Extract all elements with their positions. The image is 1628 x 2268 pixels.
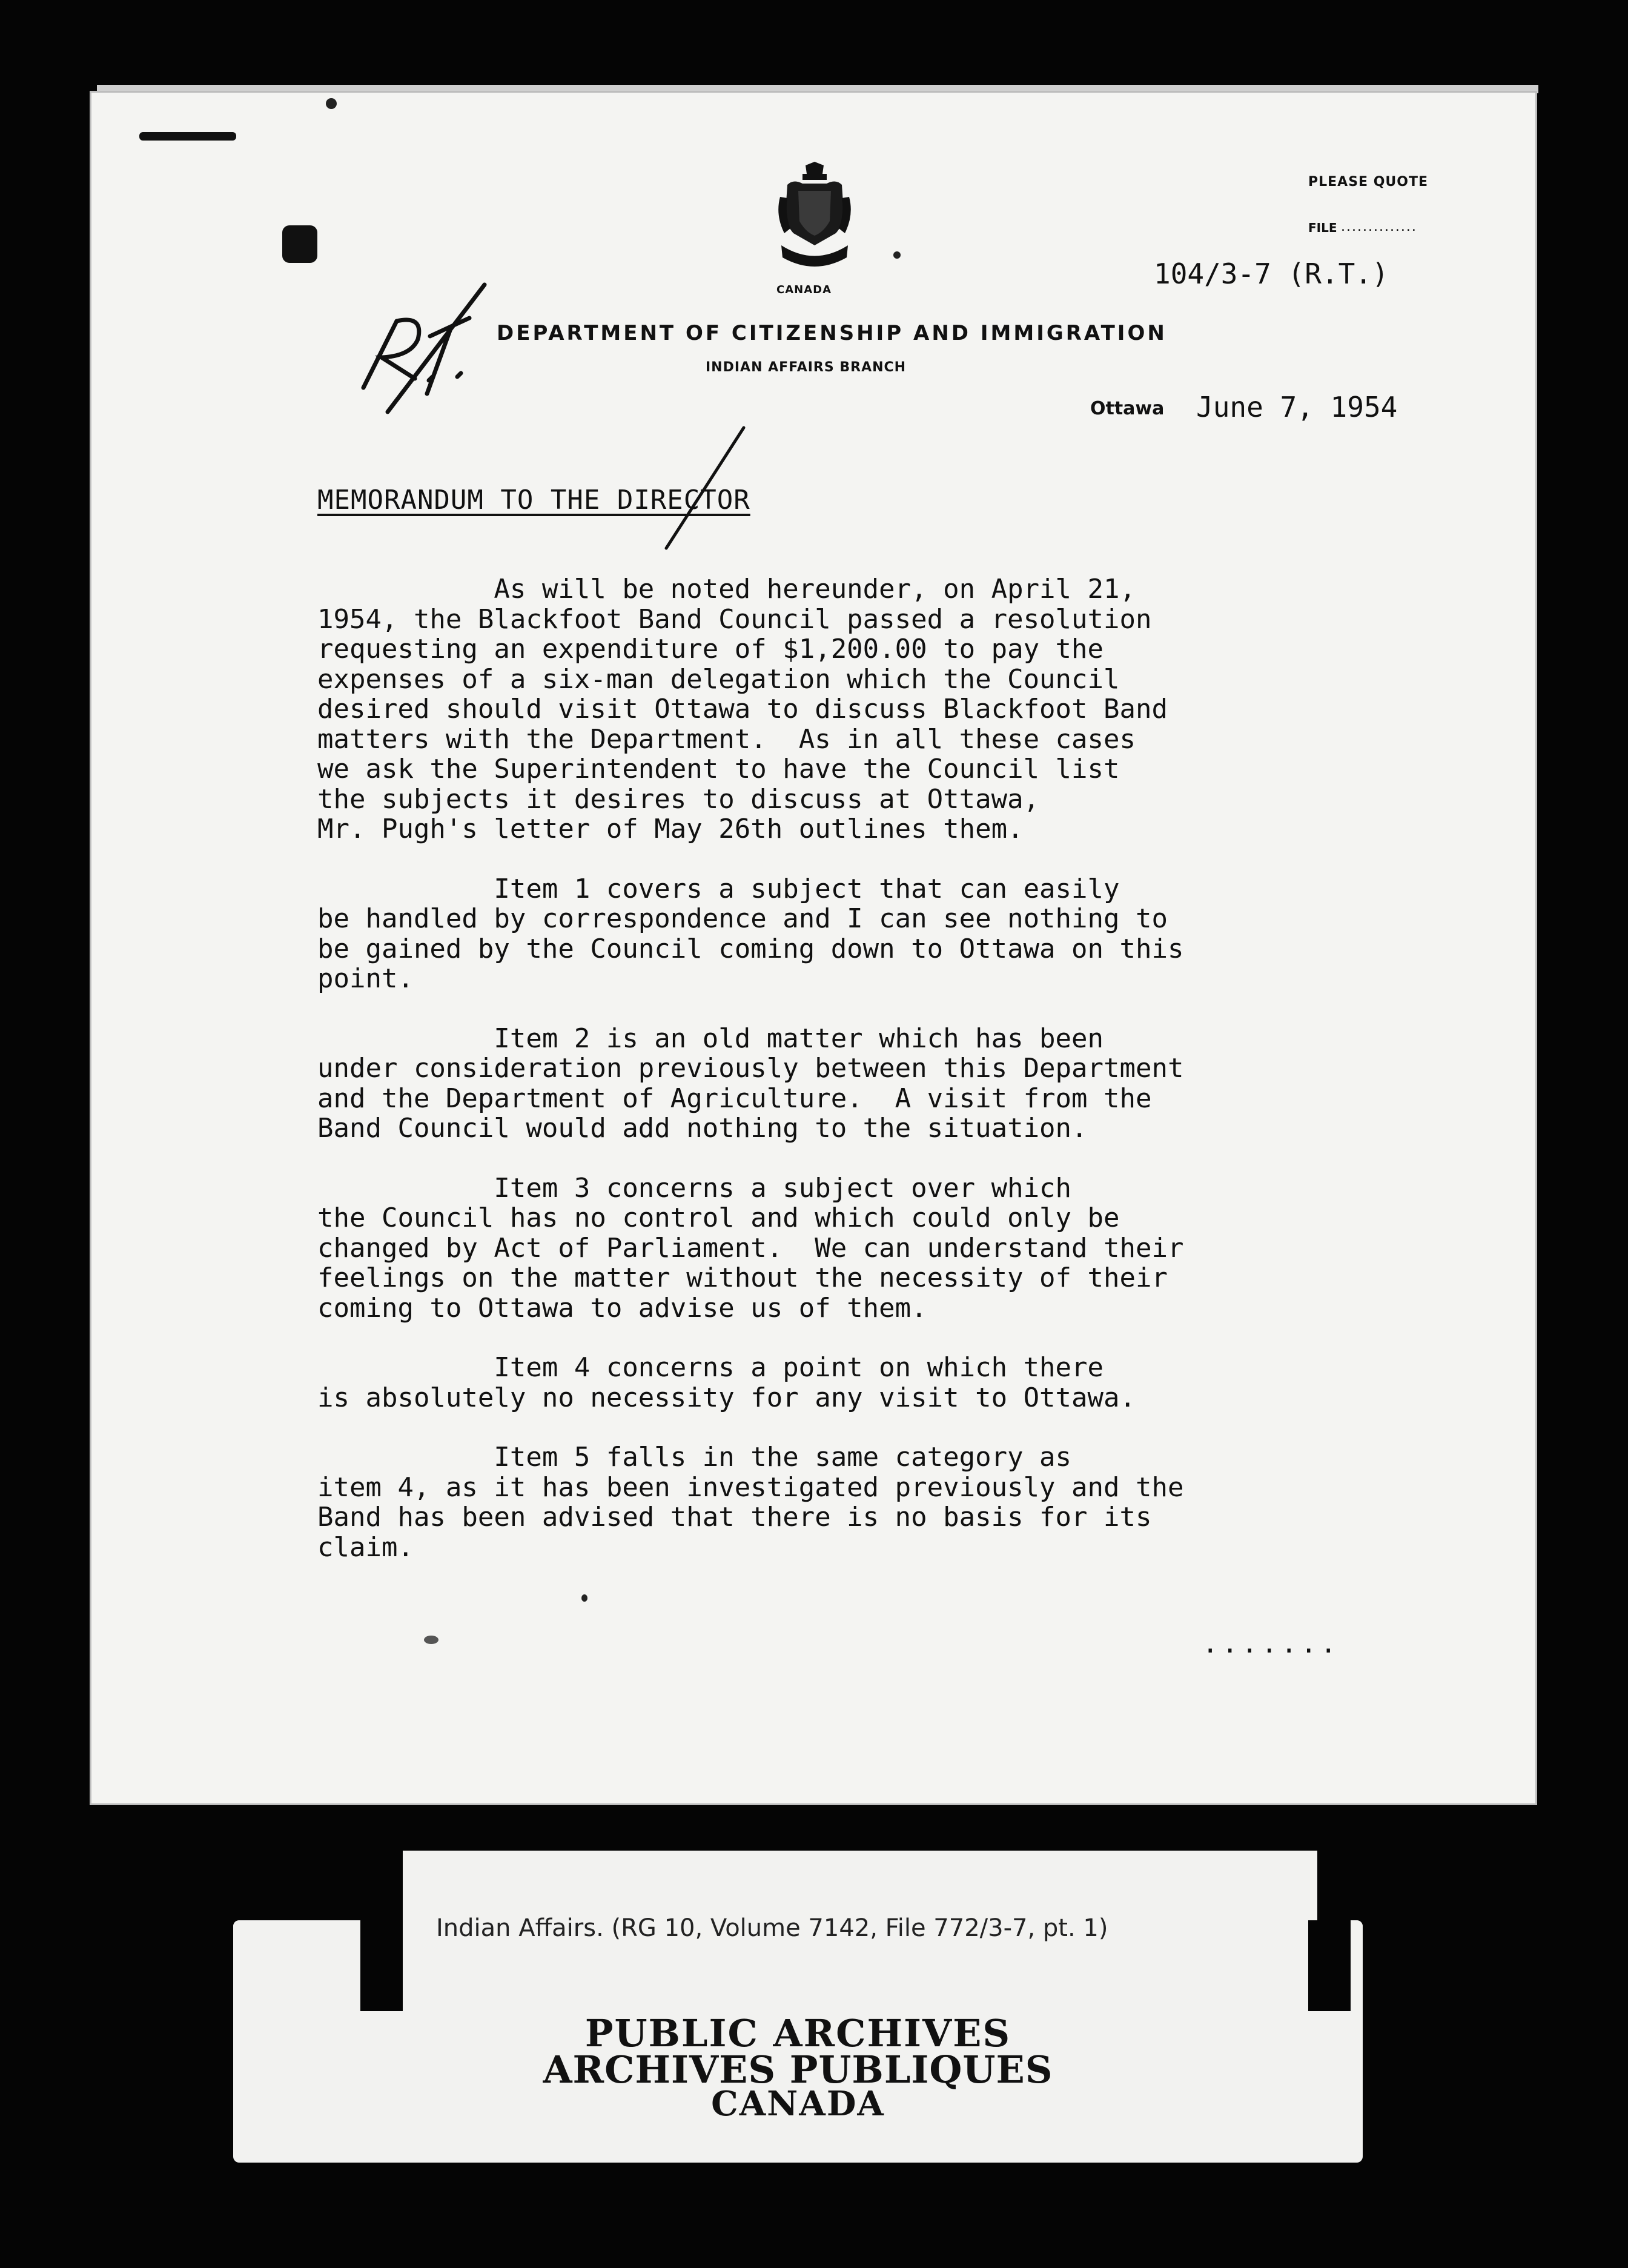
memo-paragraph-6: Item 5 falls in the same category as item 4, as it has been investigated previously and the Band has been advised that there is no basis for its claim. xyxy=(317,1442,1184,1563)
memo-paragraph-5: Item 4 concerns a point on which there is absolutely no necessity for any visit to Ottawa. xyxy=(317,1352,1136,1413)
staple-mark xyxy=(139,132,236,141)
file-dots: .............. xyxy=(1341,219,1417,234)
punch-mark xyxy=(282,225,317,263)
archive-card-tab-left xyxy=(233,1920,360,2011)
dust-speck xyxy=(326,98,337,109)
archive-stamp-line-1: PUBLIC ARCHIVES xyxy=(584,2011,1011,2055)
branch-name: INDIAN AFFAIRS BRANCH xyxy=(706,360,907,375)
file-number: 104/3-7 (R.T.) xyxy=(1154,257,1389,290)
memo-paragraph-1: As will be noted hereunder, on April 21, 1954, the Blackfoot Band Council passed a resolution requesting an expenditure of $1,200.00 to pay the expenses of a six-man delegation which the Council desired should visit Ottawa to discuss Blackfoot Band matters with the Department. As in all these cases we ask the Superintendent to have the Council list the subjects it desires to discuss at Ottawa, Mr. Pugh's letter of May 26th outlines them. xyxy=(317,574,1168,844)
continuation-dots: ....... xyxy=(1202,1628,1340,1659)
handwritten-check-mark xyxy=(654,424,751,551)
memo-body xyxy=(317,574,1371,1592)
dust-speck xyxy=(581,1594,587,1602)
department-name: DEPARTMENT OF CITIZENSHIP AND IMMIGRATION xyxy=(497,321,1167,345)
archive-card-notch-left xyxy=(360,1920,403,2011)
archive-card-tab-right xyxy=(1351,1920,1363,2011)
archive-stamp-line-3: CANADA xyxy=(711,2084,885,2124)
canada-coat-of-arms-icon xyxy=(769,161,860,276)
memo-paragraph-4: Item 3 concerns a subject over which the Council has no control and which could only be changed by Act of Parliament. We can understand their feelings on the matter without the necessity of their coming to Ottawa to advise us of them. xyxy=(317,1172,1184,1324)
dust-speck xyxy=(893,251,901,259)
archive-card-notch-right xyxy=(1308,1920,1351,2011)
memo-title: MEMORANDUM TO THE DIRECTOR xyxy=(317,485,750,516)
dust-speck xyxy=(424,1636,438,1644)
crest-caption: CANADA xyxy=(776,284,832,296)
place-label: Ottawa xyxy=(1090,398,1165,419)
memo-paragraph-2: Item 1 covers a subject that can easily be handled by correspondence and I can see nothing to be gained by the Council coming down to Ottawa on this point. xyxy=(317,873,1184,994)
memo-paragraph-3: Item 2 is an old matter which has been under consideration previously between this Department and the Department of Agriculture. A visit from the Band Council would add nothing to the situation. xyxy=(317,1023,1184,1144)
please-quote-label: PLEASE QUOTE xyxy=(1308,174,1429,190)
archive-stamp-line-2: ARCHIVES PUBLIQUES xyxy=(543,2047,1053,2092)
file-label: FILE xyxy=(1308,220,1337,235)
handwritten-initials xyxy=(339,273,497,418)
archive-citation: Indian Affairs. (RG 10, Volume 7142, File 772/3-7, pt. 1) xyxy=(436,1914,1108,1942)
memo-date: June 7, 1954 xyxy=(1196,391,1398,423)
